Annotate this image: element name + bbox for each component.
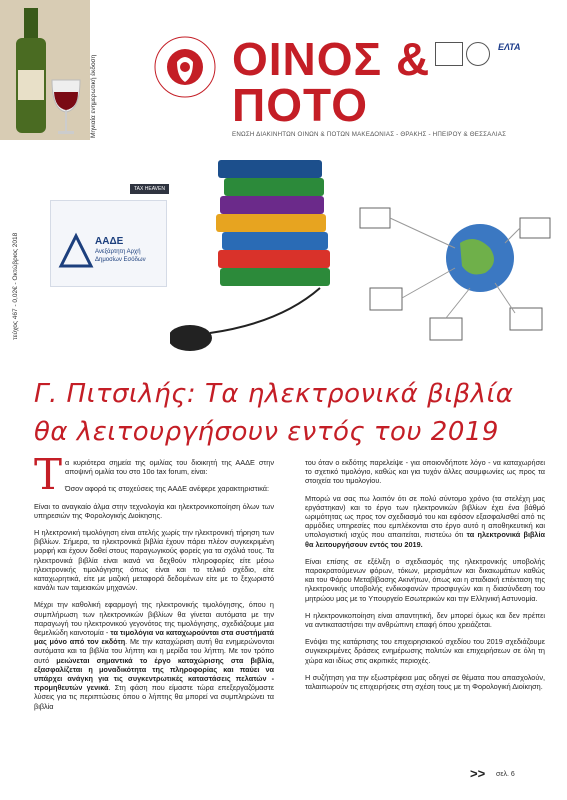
elta-logo: ΕΛΤΑ	[498, 42, 521, 52]
paragraph: του όταν ο εκδότης παρελείψε - για οποιονδήποτε λόγο - να καταχωρήσει το σχετικό τιμολόγιο, καθώς και για τυχόν άλλες ασυμφωνίες ως προς τα στοιχεία του τιμολογίου.	[305, 458, 545, 486]
magazine-subtitle: ΕΝΩΣΗ ΔΙΑΚΙΝΗΤΩΝ ΟΙΝΩΝ & ΠΟΤΩΝ ΜΑΚΕΔΟΝΙΑΣ - ΘΡΑΚΗΣ - ΗΠΕΙΡΟΥ & ΘΕΣΣΑΛΙΑΣ	[232, 131, 507, 138]
association-seal-emblem	[150, 12, 220, 122]
dropcap-letter: Τ	[34, 450, 63, 499]
paragraph: Η συζήτηση για την εξωστρέφεια μας οδηγεί σε θέματα που απασχολούν, ταλαιπωρούν τις επιχειρήσεις στη σχέση τους με τη Φορολογική Διοίκηση.	[305, 672, 545, 692]
paragraph: Είναι το αναγκαίο άλμα στην τεχνολογία και ηλεκτρονικοποίηση όλων των υπηρεσιών της Φορολογικής Διοίκησης.	[34, 501, 274, 520]
books-network-illustration	[170, 148, 560, 368]
paragraph: Μπορώ να σας πω λοιπόν ότι σε πολύ σύντομο χρόνο (τα στελέχη μας εργάστηκαν) και το έργο των ηλεκτρονικών βιβλίων έχει ένα βάθμό ωριμότητας ως προς τον σχεδιασμό του και εφόσον εξασφαλισθεί από τις αρμόδιες υπηρεσίες που εμπλέκονται στο έργο αυτό η αποθηκευτική και υπολογιστική ισχύς που απαιτείται, πιστεύω ότι τα ηλεκτρονικά βιβλία θα λειτουργήσουν εντός του 2019.	[305, 493, 546, 549]
article-right-column	[305, 458, 545, 699]
taxheaven-label: TAX HEAVEN	[130, 184, 169, 194]
issue-info: τεύχος 467 - 0,02€ - Οκτώβριος 2018	[12, 232, 19, 340]
aade-logo-panel	[50, 200, 167, 287]
paragraph: Όσον αφορά τις στοχεύσεις της ΑΑΔΕ ανέφερε χαρακτηριστικά:	[65, 484, 270, 494]
vertical-tagline: Μηνιαία ενημερωτική έκδοση	[90, 54, 97, 138]
paragraph: Είναι επίσης σε εξέλιξη ο σχεδιασμός της ηλεκτρονικής υποβολής παρακρατούμενων φόρων, τόκων, μερισμάτων και δικαιωμάτων καθώς και του Φόρου Μεταβίβασης Ακινήτων, όπως και η σταδιακή επέκταση της ηλεκτρονικής υποβολής ενδικοφανών προσφυγών και η διασύνδεση του μητρώου μας με το Υπουργείο Εσωτερικών και την Ελληνική Αστυνομία.	[305, 556, 545, 603]
paragraph: Η ηλεκτρονικοποίηση είναι απαντητική, δεν μπορεί όμως και δεν πρέπει να αντικαταστήσει την ανθρώπινη επαφή όπου χρειάζεται.	[305, 610, 545, 630]
paragraph: Η ηλεκτρονική τιμολόγηση είναι ατελής χωρίς την ηλεκτρονική τήρηση των βιβλίων. Σήμερα, τα ηλεκτρονικά βιβλία έχουν πάρει πλέον συγκεκριμένη μορφή και έχουν δοθεί στους παραγωγικούς φορείς για τα σχόλιά τους. Τα ηλεκτρονικά βιβλία είναι ικανά να δεχθούν πληροφορίες είτε μέσω ηλεκτρονικής τιμολόγησης όπως είναι και το τελικό σχέδιο, είτε καταχωρητικά, είτε με μαζική μεταφορά δεδομένων είτε με το ξεχωριστό κανάλι των ταμειακών μηχανών.	[34, 528, 274, 593]
article-left-column	[34, 450, 275, 719]
partner-logo-2	[466, 42, 490, 66]
paragraph: Μέχρι την καθολική εφαρμογή της ηλεκτρονικής τιμολόγησης, όπου η συμπλήρωση των ηλεκτρονικών βιβλίων θα γίνεται αυτόματα με την παραγωγή του ηλεκτρονικού γεγονότος της τιμολόγησης, σχεδιάζουμε μια θεμελιώδη καινοτομία - τα τιμολόγια να καταχωρούνται στα συστήματά μας μόνο από τον εκδότη. Με την καταχώριση αυτή θα ενημερώνονται αυτόματα και τα βιβλία του λήπτη και η μερίδα του λήπτη. Με τον τρόπο αυτό μειώνεται σημαντικά το έργο καταχώρισης στα βιβλία, εξασφαλίζεται η μοναδικότητα της πληροφορίας και παύει να υπάρχει ανάγκη για τις συγκεντρωτικές καταστάσεις πελατών - προμηθευτών γενικά. Στη φάση που είμαστε τώρα επεξεργαζόμαστε λύσεις για τις περιπτώσεις όπου ο λήπτης θα μπορεί να συμπληρώνει τα βιβλία	[34, 600, 275, 711]
magazine-title: ΟΙΝΟΣ & ΠΟΤΟ	[232, 33, 431, 131]
article-headline: Γ. Πιτσιλής: Τα ηλεκτρονικά βιβλία θα λειτουργήσουν εντός του 2019	[34, 379, 514, 447]
wine-bottle-illustration	[0, 0, 90, 140]
paragraph: Ενόψει της κατάρτισης του επιχειρησιακού σχεδίου του 2019 σχεδιάζουμε συγκεκριμένες δράσεις ενημέρωσης πολιτών και επιχειρήσεων σε όλη τη χώρα και ιδίως στις ακριτικές περιοχές.	[305, 637, 545, 665]
aade-title: ΑΑΔΕ	[95, 236, 124, 247]
partner-logo-1	[435, 42, 463, 66]
continued-page-ref: σελ. 6	[496, 771, 515, 778]
continue-arrows: >>	[470, 766, 486, 781]
aade-subtitle: Ανεξάρτητη Αρχή Δημοσίων Εσόδων	[95, 249, 146, 263]
intro-paragraph: Τα κυριότερα σημεία της ομιλίας του διοικητή της ΑΑΔΕ στην αποψινή ομιλία του στο 10ο tax forum, είναι:	[34, 450, 274, 499]
